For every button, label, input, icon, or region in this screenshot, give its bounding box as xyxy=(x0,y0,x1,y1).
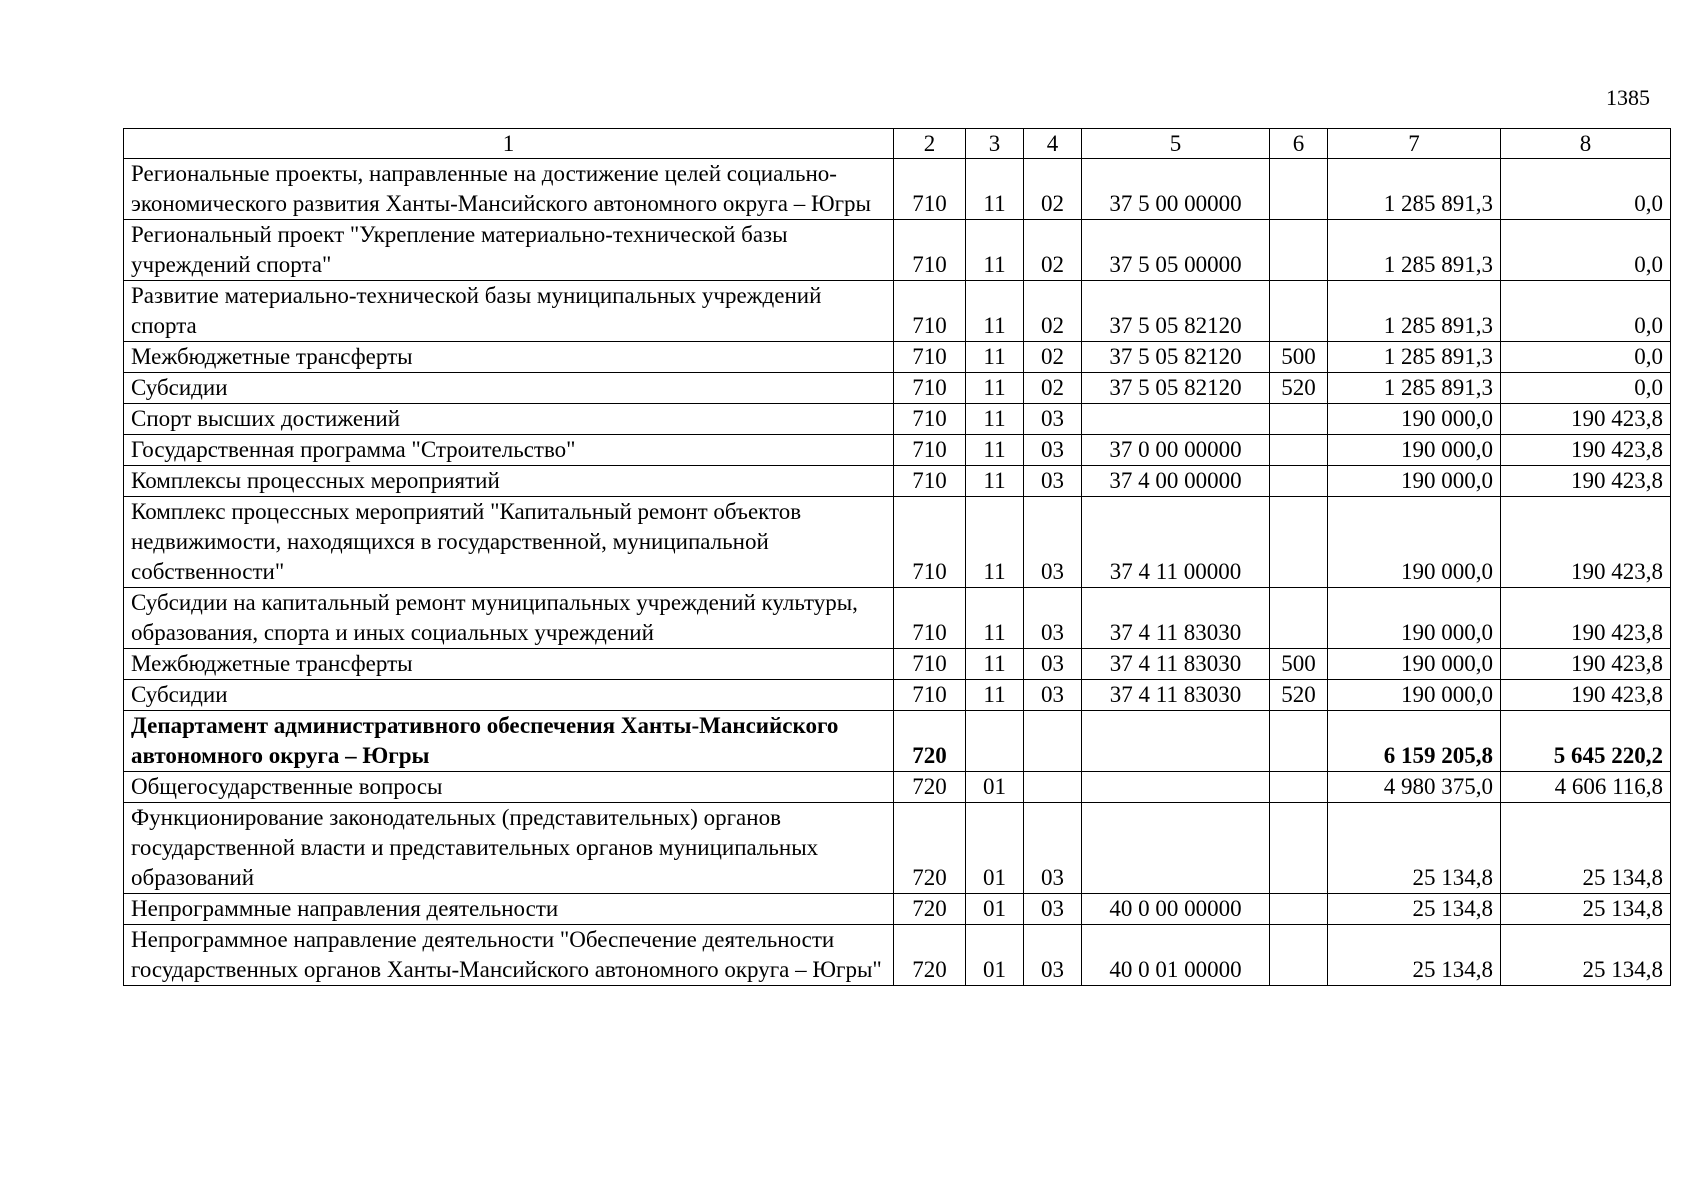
row-target-article: 37 5 05 00000 xyxy=(1082,220,1270,281)
row-ministry-code: 710 xyxy=(894,220,966,281)
row-amount-col8: 190 423,8 xyxy=(1501,588,1671,649)
row-subsection-code xyxy=(1024,772,1082,803)
row-expense-type xyxy=(1270,772,1328,803)
table-row xyxy=(124,373,1671,404)
table-row xyxy=(124,220,1671,281)
row-subsection-code: 03 xyxy=(1024,466,1082,497)
row-ministry-code: 720 xyxy=(894,925,966,986)
row-amount-col7: 4 980 375,0 xyxy=(1328,772,1501,803)
row-subsection-code: 02 xyxy=(1024,373,1082,404)
row-expense-type xyxy=(1270,588,1328,649)
page-number: 1385 xyxy=(1606,85,1650,110)
row-expense-type xyxy=(1270,711,1328,772)
table-row xyxy=(124,588,1671,649)
row-name: Региональные проекты, направленные на достижение целей социально-экономического развития Ханты-Мансийского автономного округа – Югры xyxy=(124,159,894,220)
row-ministry-code: 720 xyxy=(894,772,966,803)
row-target-article xyxy=(1082,404,1270,435)
row-name: Комплексы процессных мероприятий xyxy=(124,466,894,497)
table-row xyxy=(124,435,1671,466)
row-target-article xyxy=(1082,803,1270,894)
table-row xyxy=(124,803,1671,894)
row-name: Межбюджетные трансферты xyxy=(124,342,894,373)
row-section-code: 11 xyxy=(966,281,1024,342)
row-ministry-code: 720 xyxy=(894,803,966,894)
row-amount-col8: 190 423,8 xyxy=(1501,404,1671,435)
row-expense-type: 520 xyxy=(1270,680,1328,711)
row-ministry-code: 710 xyxy=(894,466,966,497)
row-name: Развитие материально-технической базы муниципальных учреждений спорта xyxy=(124,281,894,342)
row-amount-col8: 0,0 xyxy=(1501,281,1671,342)
row-amount-col7: 190 000,0 xyxy=(1328,466,1501,497)
row-name: Региональный проект "Укрепление материально-технической базы учреждений спорта" xyxy=(124,220,894,281)
row-target-article: 37 4 11 83030 xyxy=(1082,680,1270,711)
row-expense-type xyxy=(1270,894,1328,925)
row-name: Межбюджетные трансферты xyxy=(124,649,894,680)
table-row xyxy=(124,342,1671,373)
table-row xyxy=(124,649,1671,680)
row-subsection-code: 03 xyxy=(1024,925,1082,986)
row-section-code: 01 xyxy=(966,803,1024,894)
row-ministry-code: 710 xyxy=(894,342,966,373)
row-amount-col7: 190 000,0 xyxy=(1328,497,1501,588)
row-expense-type xyxy=(1270,404,1328,435)
row-name: Субсидии на капитальный ремонт муниципальных учреждений культуры, образования, спорта и иных социальных учреждений xyxy=(124,588,894,649)
row-subsection-code xyxy=(1024,711,1082,772)
row-section-code: 11 xyxy=(966,342,1024,373)
row-amount-col7: 190 000,0 xyxy=(1328,435,1501,466)
row-section-code xyxy=(966,711,1024,772)
table-row xyxy=(124,404,1671,435)
header-col-1: 1 xyxy=(124,129,894,159)
row-subsection-code: 03 xyxy=(1024,497,1082,588)
row-amount-col8: 190 423,8 xyxy=(1501,497,1671,588)
row-section-code: 01 xyxy=(966,772,1024,803)
header-row xyxy=(124,129,1671,159)
row-expense-type: 520 xyxy=(1270,373,1328,404)
row-expense-type xyxy=(1270,497,1328,588)
row-section-code: 11 xyxy=(966,404,1024,435)
row-amount-col7: 1 285 891,3 xyxy=(1328,220,1501,281)
row-section-code: 11 xyxy=(966,466,1024,497)
row-amount-col8: 25 134,8 xyxy=(1501,894,1671,925)
row-target-article xyxy=(1082,772,1270,803)
row-expense-type: 500 xyxy=(1270,649,1328,680)
row-name: Департамент административного обеспечения Ханты-Мансийского автономного округа – Югры xyxy=(124,711,894,772)
row-amount-col7: 190 000,0 xyxy=(1328,404,1501,435)
row-ministry-code: 720 xyxy=(894,711,966,772)
row-name: Государственная программа "Строительство" xyxy=(124,435,894,466)
row-name: Непрограммные направления деятельности xyxy=(124,894,894,925)
row-ministry-code: 710 xyxy=(894,435,966,466)
header-col-8: 8 xyxy=(1501,129,1671,159)
row-expense-type xyxy=(1270,159,1328,220)
row-section-code: 11 xyxy=(966,159,1024,220)
row-subsection-code: 03 xyxy=(1024,894,1082,925)
row-section-code: 01 xyxy=(966,925,1024,986)
row-target-article: 37 4 00 00000 xyxy=(1082,466,1270,497)
row-ministry-code: 710 xyxy=(894,281,966,342)
row-expense-type xyxy=(1270,281,1328,342)
table-row xyxy=(124,680,1671,711)
row-ministry-code: 710 xyxy=(894,649,966,680)
row-amount-col8: 25 134,8 xyxy=(1501,925,1671,986)
row-ministry-code: 710 xyxy=(894,497,966,588)
row-section-code: 01 xyxy=(966,894,1024,925)
row-section-code: 11 xyxy=(966,649,1024,680)
row-target-article: 40 0 00 00000 xyxy=(1082,894,1270,925)
row-subsection-code: 03 xyxy=(1024,649,1082,680)
row-amount-col8: 190 423,8 xyxy=(1501,466,1671,497)
row-amount-col7: 190 000,0 xyxy=(1328,649,1501,680)
row-target-article: 37 5 05 82120 xyxy=(1082,281,1270,342)
row-ministry-code: 710 xyxy=(894,680,966,711)
row-amount-col8: 0,0 xyxy=(1501,220,1671,281)
row-ministry-code: 710 xyxy=(894,373,966,404)
row-amount-col7: 190 000,0 xyxy=(1328,588,1501,649)
row-target-article: 37 5 05 82120 xyxy=(1082,373,1270,404)
row-ministry-code: 710 xyxy=(894,404,966,435)
row-ministry-code: 720 xyxy=(894,894,966,925)
row-name: Общегосударственные вопросы xyxy=(124,772,894,803)
table-row-department xyxy=(124,711,1671,772)
row-amount-col8: 190 423,8 xyxy=(1501,435,1671,466)
row-subsection-code: 02 xyxy=(1024,342,1082,373)
table-row xyxy=(124,772,1671,803)
row-name: Непрограммное направление деятельности "Обеспечение деятельности государственных органов Ханты-Мансийского автономного округа – Югры" xyxy=(124,925,894,986)
row-section-code: 11 xyxy=(966,588,1024,649)
row-amount-col7: 25 134,8 xyxy=(1328,894,1501,925)
row-expense-type xyxy=(1270,925,1328,986)
row-target-article: 40 0 01 00000 xyxy=(1082,925,1270,986)
table-row xyxy=(124,497,1671,588)
row-target-article xyxy=(1082,711,1270,772)
row-expense-type xyxy=(1270,803,1328,894)
row-amount-col7: 1 285 891,3 xyxy=(1328,159,1501,220)
row-target-article: 37 4 11 00000 xyxy=(1082,497,1270,588)
row-subsection-code: 02 xyxy=(1024,159,1082,220)
row-amount-col8: 4 606 116,8 xyxy=(1501,772,1671,803)
row-amount-col8: 5 645 220,2 xyxy=(1501,711,1671,772)
row-amount-col8: 190 423,8 xyxy=(1501,680,1671,711)
row-section-code: 11 xyxy=(966,435,1024,466)
header-col-2: 2 xyxy=(894,129,966,159)
row-target-article: 37 4 11 83030 xyxy=(1082,649,1270,680)
table-row xyxy=(124,466,1671,497)
row-amount-col7: 1 285 891,3 xyxy=(1328,281,1501,342)
row-target-article: 37 0 00 00000 xyxy=(1082,435,1270,466)
row-section-code: 11 xyxy=(966,680,1024,711)
header-col-3: 3 xyxy=(966,129,1024,159)
row-subsection-code: 03 xyxy=(1024,680,1082,711)
row-name: Функционирование законодательных (представительных) органов государственной власти и представительных органов муниципальных образований xyxy=(124,803,894,894)
row-subsection-code: 02 xyxy=(1024,220,1082,281)
table-row xyxy=(124,159,1671,220)
row-amount-col8: 190 423,8 xyxy=(1501,649,1671,680)
row-name: Спорт высших достижений xyxy=(124,404,894,435)
row-section-code: 11 xyxy=(966,373,1024,404)
row-amount-col7: 190 000,0 xyxy=(1328,680,1501,711)
row-amount-col8: 0,0 xyxy=(1501,159,1671,220)
row-section-code: 11 xyxy=(966,220,1024,281)
row-amount-col7: 6 159 205,8 xyxy=(1328,711,1501,772)
row-subsection-code: 03 xyxy=(1024,803,1082,894)
row-ministry-code: 710 xyxy=(894,588,966,649)
budget-table xyxy=(123,128,1671,986)
row-amount-col7: 1 285 891,3 xyxy=(1328,342,1501,373)
row-amount-col8: 0,0 xyxy=(1501,342,1671,373)
row-target-article: 37 4 11 83030 xyxy=(1082,588,1270,649)
table-row xyxy=(124,281,1671,342)
table-row xyxy=(124,925,1671,986)
row-subsection-code: 03 xyxy=(1024,435,1082,466)
row-ministry-code: 710 xyxy=(894,159,966,220)
row-name: Субсидии xyxy=(124,680,894,711)
row-section-code: 11 xyxy=(966,497,1024,588)
row-target-article: 37 5 05 82120 xyxy=(1082,342,1270,373)
row-amount-col8: 25 134,8 xyxy=(1501,803,1671,894)
row-amount-col7: 25 134,8 xyxy=(1328,803,1501,894)
row-subsection-code: 03 xyxy=(1024,404,1082,435)
row-expense-type: 500 xyxy=(1270,342,1328,373)
header-col-4: 4 xyxy=(1024,129,1082,159)
row-expense-type xyxy=(1270,220,1328,281)
row-expense-type xyxy=(1270,435,1328,466)
row-subsection-code: 02 xyxy=(1024,281,1082,342)
row-name: Комплекс процессных мероприятий "Капитальный ремонт объектов недвижимости, находящихся в государственной, муниципальной собственности" xyxy=(124,497,894,588)
table-row xyxy=(124,894,1671,925)
row-amount-col7: 1 285 891,3 xyxy=(1328,373,1501,404)
row-amount-col8: 0,0 xyxy=(1501,373,1671,404)
header-col-6: 6 xyxy=(1270,129,1328,159)
row-target-article: 37 5 00 00000 xyxy=(1082,159,1270,220)
header-col-7: 7 xyxy=(1328,129,1501,159)
row-amount-col7: 25 134,8 xyxy=(1328,925,1501,986)
header-col-5: 5 xyxy=(1082,129,1270,159)
row-subsection-code: 03 xyxy=(1024,588,1082,649)
row-name: Субсидии xyxy=(124,373,894,404)
row-expense-type xyxy=(1270,466,1328,497)
